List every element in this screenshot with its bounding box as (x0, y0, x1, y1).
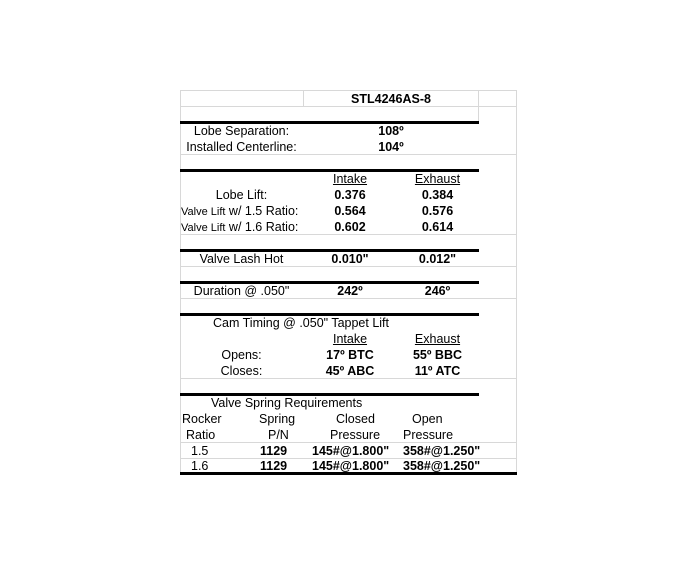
spring-row-pn: 1129 (260, 444, 288, 458)
valve-lash-label: Valve Lash Hot (199, 252, 284, 266)
lobe-separation-label: Lobe Separation: (193, 124, 290, 138)
lift-row-exhaust: 0.576 (421, 204, 454, 218)
lift-row-label: Lobe Lift: (215, 188, 268, 202)
spring-row-ratio: 1.5 (191, 444, 209, 458)
spring-row-closed: 145#@1.800" (312, 444, 390, 458)
header-spring: Spring (259, 412, 296, 426)
spring-row-open: 358#@1.250" (403, 459, 481, 473)
header-closed: Closed (336, 412, 375, 426)
header-ratio: Ratio (186, 428, 216, 442)
cam-timing-intake-header: Intake (332, 332, 368, 346)
header-pn: P/N (268, 428, 289, 442)
duration-label: Duration @ .050" (193, 284, 290, 298)
closes-intake: 45º ABC (325, 364, 375, 378)
duration-intake: 242º (337, 284, 363, 298)
header-open: Open (412, 412, 443, 426)
duration-exhaust: 246º (424, 284, 451, 298)
spring-row-closed: 145#@1.800" (312, 459, 390, 473)
opens-intake: 17º BTC (326, 348, 374, 362)
header-rocker: Rocker (182, 412, 222, 426)
spring-row-pn: 1129 (260, 459, 288, 473)
lift-row-exhaust: 0.614 (421, 220, 454, 234)
lift-row-label: Valve Lift w/ 1.5 Ratio: (181, 204, 299, 218)
valve-lash-exhaust: 0.012" (418, 252, 457, 266)
installed-centerline-value: 104º (378, 140, 404, 154)
spring-row-open: 358#@1.250" (403, 444, 481, 458)
lift-row-label: Valve Lift w/ 1.6 Ratio: (181, 220, 299, 234)
installed-centerline-label: Installed Centerline: (186, 140, 297, 154)
valve-spring-title: Valve Spring Requirements (211, 396, 363, 410)
lift-row-intake: 0.602 (334, 220, 366, 234)
sheet-title: STL4246AS-8 (351, 92, 431, 106)
lift-row-intake: 0.564 (334, 204, 366, 218)
cam-timing-exhaust-header: Exhaust (414, 332, 461, 346)
closes-exhaust: 11º ATC (414, 364, 461, 378)
lift-exhaust-header: Exhaust (414, 172, 461, 186)
lift-intake-header: Intake (332, 172, 368, 186)
lobe-separation-value: 108º (378, 124, 404, 138)
lift-row-exhaust: 0.384 (421, 188, 454, 202)
closes-label: Closes: (220, 364, 263, 378)
header-closed-pressure: Pressure (330, 428, 381, 442)
valve-lash-intake: 0.010" (331, 252, 369, 266)
spring-row-ratio: 1.6 (191, 459, 209, 473)
opens-label: Opens: (221, 348, 262, 362)
cam-timing-title: Cam Timing @ .050" Tappet Lift (213, 316, 390, 330)
lift-row-intake: 0.376 (334, 188, 366, 202)
opens-exhaust: 55º BBC (412, 348, 463, 362)
header-open-pressure: Pressure (403, 428, 454, 442)
